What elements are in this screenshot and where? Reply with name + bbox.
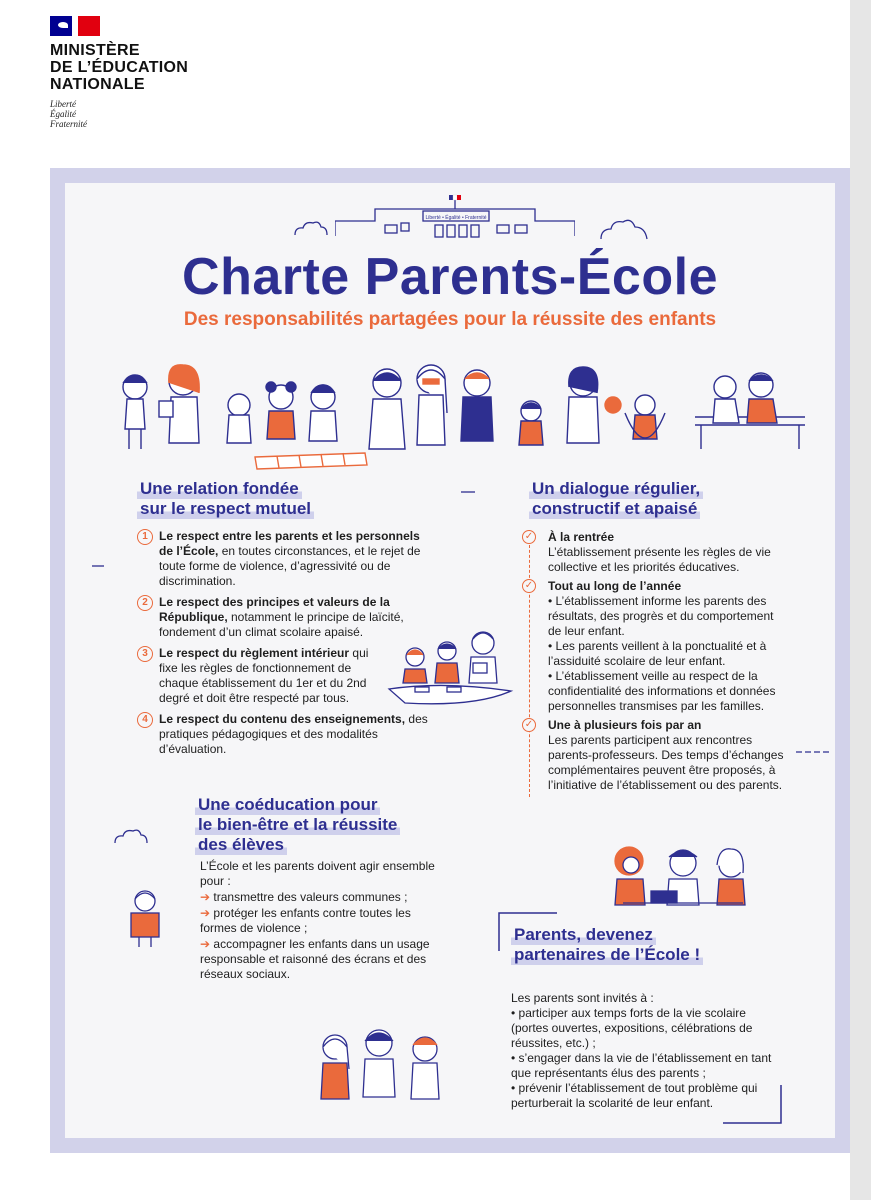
timeline-step (524, 579, 789, 714)
school-building-illustration (335, 191, 575, 241)
arrow-right-icon: ➔ (200, 906, 214, 920)
dash-doodle-icon (91, 563, 105, 569)
motto-line: Fraternité (50, 119, 87, 129)
heading-line: Une coéducation pour (195, 795, 380, 815)
list-item (137, 712, 437, 757)
number-badge: 1 (137, 529, 153, 545)
arrow-right-icon: ➔ (200, 937, 214, 951)
check-icon: ✓ (522, 579, 536, 593)
coeducation-body (200, 859, 440, 982)
item-bold-text: Le respect des principes et valeurs de la République, (159, 595, 390, 624)
cloud-icon (113, 827, 149, 845)
timeline-step (524, 530, 789, 575)
item-bold-text: Le respect entre les parents et les personnels de l’École, (159, 529, 420, 558)
item-text: transmettre des valeurs communes ; (213, 890, 408, 904)
children-and-parents-illustration (105, 353, 805, 473)
item-text: qui fixe les règles de fonctionnement de chaque établissement du 1er et du 2nd degré et doit être respecté par tous. (159, 646, 369, 705)
heading-line: le bien-être et la réussite (195, 815, 400, 835)
list-item: • prévenir l’établissement de tout problème qui perturberait la scolarité de leur enfant. (511, 1081, 758, 1110)
heading-line: partenaires de l’École ! (511, 945, 703, 965)
list-item (200, 937, 440, 982)
step-text: L’établissement présente les règles de vie collective et les priorités éducatives. (548, 545, 771, 574)
building-sign: Liberté • Égalité • Fraternité (425, 215, 487, 221)
step-title: Tout au long de l’année (548, 579, 682, 593)
heading-line: sur le respect mutuel (137, 499, 314, 519)
item-bold-text: Le respect du règlement intérieur (159, 646, 350, 660)
motto-line: Liberté (50, 99, 76, 109)
cloud-icon (599, 217, 649, 241)
cloud-icon (293, 219, 329, 237)
republic-motto (50, 99, 250, 129)
page-title: Charte Parents-École (182, 248, 718, 306)
page-subtitle: Des responsabilités partagées pour la réussite des enfants (183, 309, 717, 330)
list-item: • participer aux temps forts de la vie scolaire (portes ouvertes, expositions, célébrations de réussites, etc.) ; (511, 1006, 753, 1050)
section-respect-heading (137, 479, 377, 519)
step-text: • Les parents veillent à la ponctualité et à l’assiduité scolaire de leur enfant. (548, 639, 767, 668)
heading-line: constructif et apaisé (529, 499, 700, 519)
section-coeducation-heading (195, 795, 455, 855)
ministry-logo-block (50, 16, 250, 129)
item-text: en toutes circonstances, et le rejet de toute forme de violence, d’agressivité ou de discrimination. (159, 544, 421, 588)
item-text: accompagner les enfants dans un usage responsable et raisonné des écrans et des réseaux sociaux. (200, 937, 430, 981)
step-text: Les parents participent aux rencontres parents-professeurs. Des temps d’échanges complémentaires peuvent être proposés, à l’initiative de l’établissement ou des parents. (548, 733, 784, 792)
arrow-right-icon: ➔ (200, 890, 214, 904)
heading-line: Parents, devenez (511, 925, 656, 945)
parents-meeting-illustration (563, 843, 783, 909)
section-partner-heading (511, 925, 771, 965)
step-text: • L’établissement informe les parents des résultats, des progrès et du comportement de leur enfant. (548, 594, 774, 638)
partner-intro: Les parents sont invités à : (511, 991, 654, 1005)
list-item: • s’engager dans la vie de l’établissement en tant que représentants élus des parents ; (511, 1051, 772, 1080)
list-item (137, 529, 437, 589)
page-edge-strip (850, 0, 871, 1200)
partner-body (511, 991, 781, 1111)
partner-section (497, 911, 783, 1125)
dialogue-timeline (524, 530, 789, 797)
item-bold-text: Le respect du contenu des enseignements, (159, 712, 406, 726)
ministry-name-line: MINISTÈRE (50, 42, 140, 59)
heading-line: Un dialogue régulier, (529, 479, 703, 499)
dash-doodle-icon (795, 749, 831, 755)
three-children-illustration (313, 1023, 453, 1113)
students-at-table-illustration (385, 619, 515, 709)
motto-line: Égalité (50, 109, 76, 119)
timeline-step (524, 718, 789, 793)
list-item (200, 890, 440, 905)
marianne-flag-icon (50, 16, 100, 36)
step-text: • L’établissement veille au respect de la confidentialité des informations et données personnelles transmises par les familles. (548, 669, 776, 713)
number-badge: 4 (137, 712, 153, 728)
step-title: À la rentrée (548, 530, 615, 544)
heading-line: Une relation fondée (137, 479, 302, 499)
poster-content (65, 183, 835, 1138)
coeducation-intro: L’École et les parents doivent agir ensemble pour : (200, 859, 435, 888)
number-badge: 2 (137, 595, 153, 611)
list-item (200, 906, 440, 936)
poster-frame (50, 168, 850, 1153)
child-reading-illustration (125, 887, 165, 949)
item-text: protéger les enfants contre toutes les formes de violence ; (200, 906, 411, 935)
item-text: des pratiques pédagogiques et des modalités d’évaluation. (159, 712, 428, 756)
section-dialogue-heading (529, 479, 769, 519)
number-badge: 3 (137, 646, 153, 662)
step-title: Une à plusieurs fois par an (548, 718, 702, 732)
check-icon: ✓ (522, 718, 536, 732)
ministry-name (50, 42, 250, 93)
check-icon: ✓ (522, 530, 536, 544)
dash-doodle-icon (460, 489, 476, 495)
ministry-name-line: NATIONALE (50, 76, 145, 93)
item-text: notamment le principe de laïcité, fondement d’un climat scolaire apaisé. (159, 610, 404, 639)
heading-line: des élèves (195, 835, 287, 855)
ministry-name-line: DE L’ÉDUCATION (50, 59, 189, 76)
